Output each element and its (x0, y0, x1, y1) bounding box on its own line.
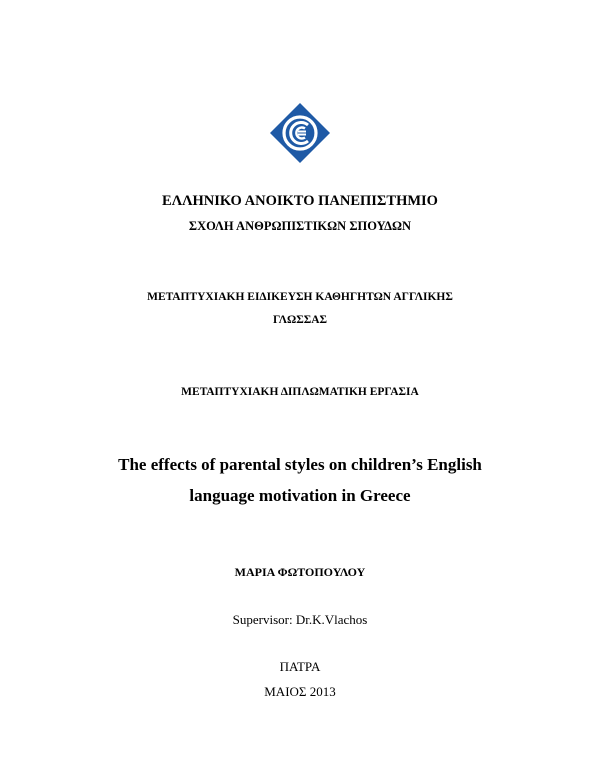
school-name: ΣΧΟΛΗ ΑΝΘΡΩΠΙΣΤΙΚΩΝ ΣΠΟΥΔΩΝ (188, 219, 412, 233)
program-line-1: ΜΕΤΑΠΤΥΧΙΑΚΗ ΕΙΔΙΚΕΥΣΗ ΚΑΘΗΓΗΤΩΝ ΑΓΓΛΙΚΗΣ (147, 291, 453, 303)
city: ΠΑΤΡΑ (279, 659, 321, 674)
university-emblem-icon (270, 103, 330, 163)
program-line-2: ΓΛΩΣΣΑΣ (272, 314, 328, 326)
thesis-title-line-1: The effects of parental styles on children’s English (118, 455, 482, 474)
date: ΜΑΙΟΣ 2013 (264, 684, 336, 699)
document-type: ΜΕΤΑΠΤΥΧΙΑΚΗ ΔΙΠΛΩΜΑΤΙΚΗ ΕΡΓΑΣΙΑ (181, 386, 419, 398)
university-name: ΕΛΛΗΝΙΚΟ ΑΝΟΙΚΤΟ ΠΑΝΕΠΙΣΤΗΜΙΟ (162, 193, 438, 209)
author-name: ΜΑΡΙΑ ΦΩΤΟΠΟΥΛΟΥ (234, 565, 366, 579)
thesis-title-line-2: language motivation in Greece (189, 486, 411, 505)
supervisor: Supervisor: Dr.K.Vlachos (232, 612, 368, 627)
